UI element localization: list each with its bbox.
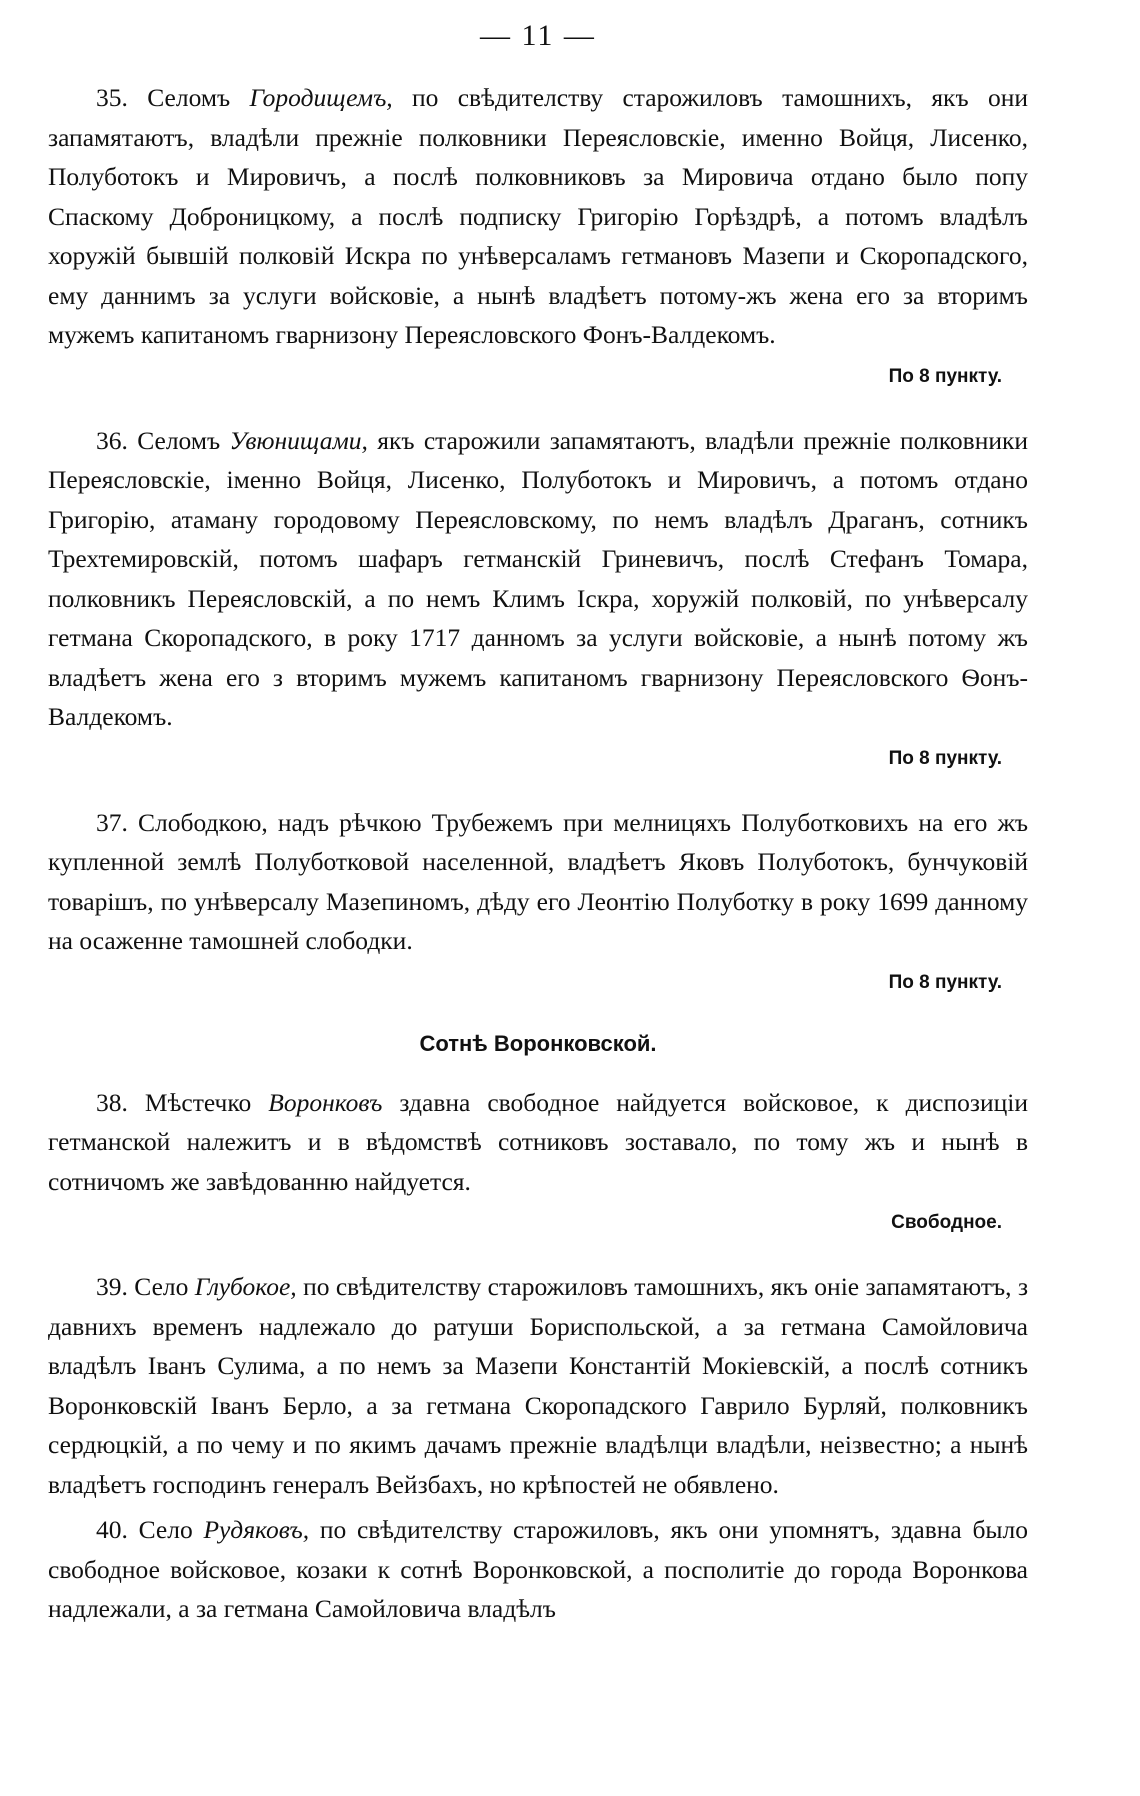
entry-number: 39. (96, 1272, 128, 1301)
entry-38 (48, 1083, 1028, 1202)
entry-note: Свободное. (891, 1212, 1002, 1233)
entry-place: Глубокое, (194, 1272, 297, 1301)
entry-note: По 8 пункту. (888, 365, 1002, 387)
entry-place: Рудяковъ, (203, 1515, 310, 1544)
entry-lead: Селомъ (137, 425, 221, 455)
section-heading: Сотнѣ Воронковской. (419, 1030, 657, 1056)
entry-text: якъ старожили запамятаютъ, владѣли прежніе полковники Переясловскіе, іменно Войця, Лисенко, Полуботокъ и Мировичъ, а потомъ отдано Григорію, атаману городовому Переясловскому, по немъ владѣлъ Драганъ, сотникъ Трехтемировскій, потомъ шафаръ гетманскій Гриневичъ, послѣ Стефанъ Томара, полковникъ Переясловскій, а по немъ Климъ Іскра, хоружій полковій, по унѣверсалу гетмана Скоропадского, в року 1717 данномъ за услуги войсковіе, а нынѣ потому жъ владѣетъ жена его з вторимъ мужемъ капитаномъ гварнизону Переясловского Ѳонъ-Валдекомъ. (48, 425, 1029, 731)
entry-note: По 8 пункту. (888, 971, 1002, 993)
entry-text: надъ рѣчкою Трубежемъ при мелницяхъ Полуботковихъ на его жъ купленной землѣ Полуботковой населенной, владѣетъ Яковъ Полуботокъ, бунчуковій товарішъ, по унѣверсалу Мазепиномъ, дѣду его Леонтію Полуботку в року 1699 данному на осаженне тамошней слободки. (48, 807, 1029, 955)
entry-36 (48, 421, 1028, 737)
page-number: — 11 — (480, 19, 596, 52)
entry-lead: Село (138, 1515, 193, 1544)
entry-number: 38. (96, 1087, 128, 1117)
entry-40 (48, 1510, 1028, 1629)
entry-place: Городищемъ, (249, 83, 393, 112)
entry-lead: Село (134, 1272, 189, 1301)
entry-number: 37. (96, 807, 128, 837)
entry-note: По 8 пункту. (888, 747, 1002, 769)
entry-lead: Мѣстечко (144, 1087, 252, 1117)
entry-number: 35. (96, 83, 128, 112)
entry-lead: Селомъ (147, 83, 231, 112)
entry-text: по свѣдителству старожиловъ тамошнихъ, якъ оніе запамятаютъ, з давнихъ временъ надлежало до ратуши Бориспольской, а за гетмана Самойловича владѣлъ Іванъ Сулима, а по немъ за Мазепи Константій Мокіевскій, а послѣ сотникъ Воронковскій Іванъ Берло, а за гетмана Скоропадского Гаврило Бурляй, полковникъ сердюцкій, а по чему и по якимъ дачамъ прежніе владѣлци владѣли, неізвестно; а нынѣ владѣетъ господинъ генералъ Вейзбахъ, но крѣпостей не обявлено. (48, 1272, 1029, 1499)
entry-39 (48, 1267, 1028, 1504)
entry-place: Воронковъ (268, 1087, 383, 1117)
entry-text: по свѣдителству старожиловъ тамошнихъ, якъ они запамятаютъ, владѣли прежніе полковники Переясловскіе, именно Войця, Лисенко, Полуботокъ и Мировичъ, а послѣ полковниковъ за Мировича отдано было попу Спаскому Доброницкому, а послѣ подписку Григорію Горѣздрѣ, а потомъ владѣлъ хоружій бывшій полковій Искра по унѣверсаламъ гетмановъ Мазепи и Скоропадского, ему даннимъ за услуги войсковіе, а нынѣ владѣетъ потому-жъ жена его за вторимъ мужемъ капитаномъ гварнизону Переясловского Фонъ-Валдекомъ. (48, 83, 1028, 349)
entry-number: 40. (96, 1515, 128, 1544)
entry-lead: Слободкою, (138, 807, 268, 837)
entry-number: 36. (96, 425, 128, 455)
entry-37 (48, 803, 1028, 961)
entry-place: Увюнищами, (229, 425, 368, 455)
document-page (48, 14, 1028, 1629)
entry-text: здавна свободное найдуется войсковое, к диспозицiи гетманской належитъ и в вѣдомствѣ сотниковъ зоставало, по тому жъ и нынѣ в сотничомъ же завѣдованню найдуется. (48, 1087, 1028, 1196)
entry-35 (48, 78, 1028, 355)
entry-text: по свѣдителству старожиловъ, якъ они упомнятъ, здавна было свободное войсковое, козаки к сотнѣ Воронковской, а посполитіе до города Воронкова надлежали, а за гетмана Самойловича владѣлъ (48, 1515, 1029, 1623)
